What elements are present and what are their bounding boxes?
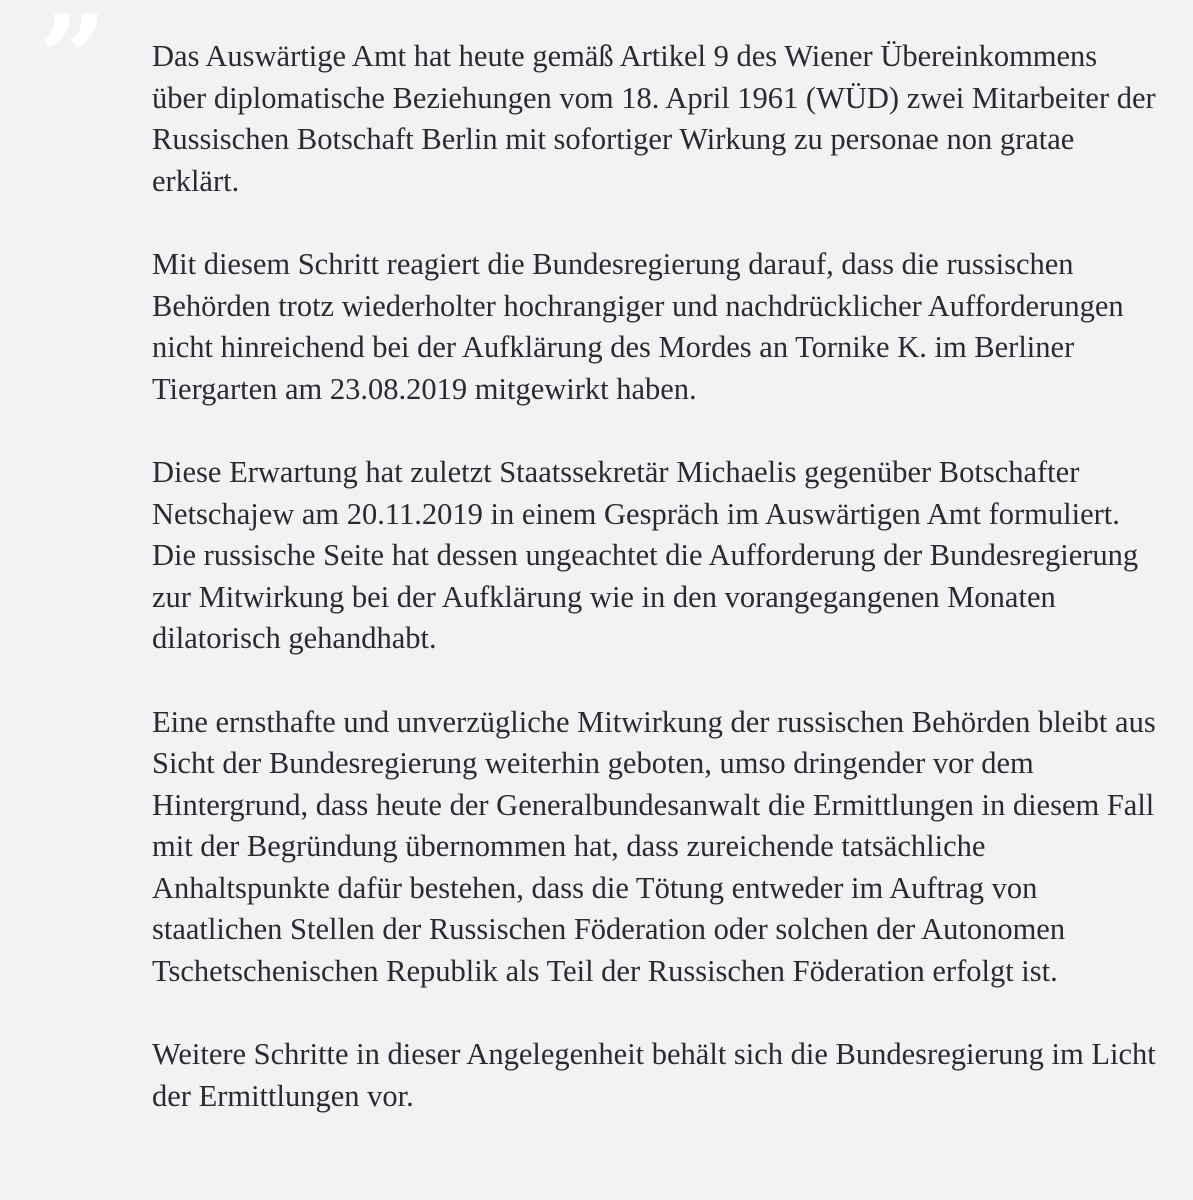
paragraph-3: Diese Erwartung hat zuletzt Staatssekretär Michaelis gegenüber Botschafter Netschajew am 20.11.2019 in einem Gespräch im Auswärtigen Amt formuliert. Die russische Seite hat dessen ungeachtet die Aufforderung der Bundesregierung zur Mitwirkung bei der Aufklärung wie in den vorangegangenen Monaten dilatorisch gehandhabt. (152, 454, 1139, 656)
paragraph-5: Weitere Schritte in dieser Angelegenheit behält sich die Bundesregierung im Licht der Ermittlungen vor. (152, 1037, 1156, 1113)
paragraph-1: Das Auswärtige Amt hat heute gemäß Artikel 9 des Wiener Übereinkommens über diplomatische Beziehungen vom 18. April 1961 (WÜD) zwei Mitarbeiter der Russischen Botschaft Berlin mit sofortiger Wirkung zu personae non gratae erklärt. (152, 39, 1156, 198)
quote-mark-icon: ” (38, 0, 102, 130)
paragraph-2: Mit diesem Schritt reagiert die Bundesregierung darauf, dass die russischen Behörden trotz wiederholter hochrangiger und nachdrücklicher Aufforderungen nicht hinreichend bei der Aufklärung des Mordes an Tornike K. im Berliner Tiergarten am 23.08.2019 mitgewirkt haben. (152, 246, 1124, 406)
quote-body (152, 36, 1157, 1117)
paragraph-4: Eine ernsthafte und unverzügliche Mitwirkung der russischen Behörden bleibt aus Sicht der Bundesregierung weiterhin geboten, umso dringender vor dem Hintergrund, dass heute der Generalbundesanwalt die Ermittlungen in diesem Fall mit der Begründung übernommen hat, dass zureichende tatsächliche Anhaltspunkte dafür bestehen, dass die Tötung entweder im Auftrag von staatlichen Stellen der Russischen Föderation oder solchen der Autonomen Tschetschenischen Republik als Teil der Russischen Föderation erfolgt ist. (152, 704, 1156, 989)
